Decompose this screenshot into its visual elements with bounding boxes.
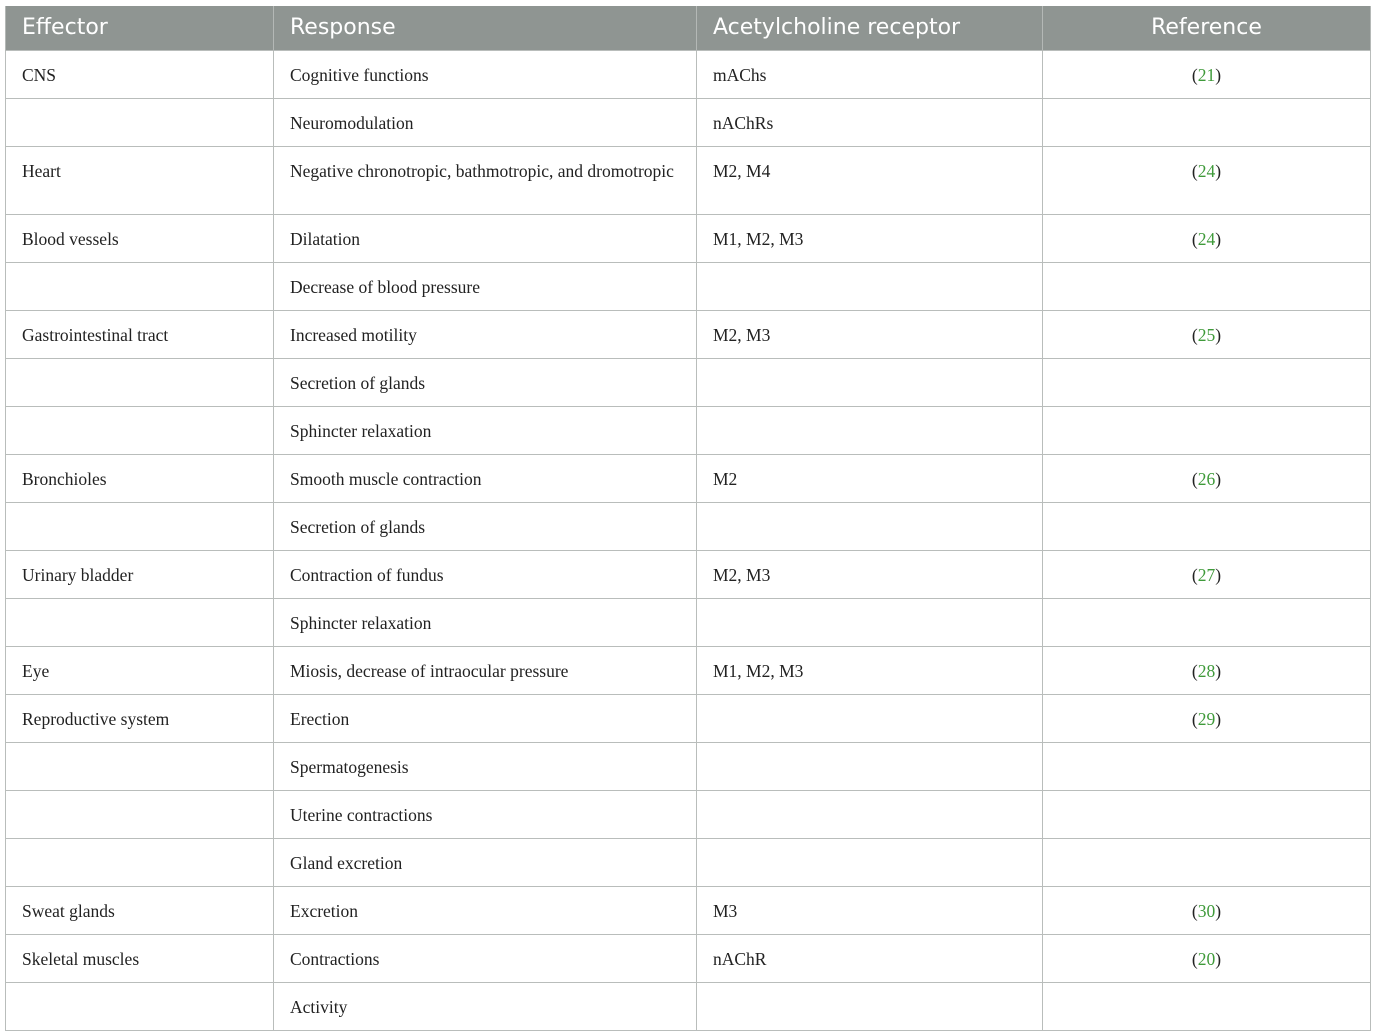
response-cell-text: Smooth muscle contraction [290,468,482,489]
receptor-cell-text: M3 [713,900,738,921]
response-cell [274,310,697,358]
receptor-cell [697,790,1043,838]
effector-cell [6,934,274,982]
response-cell-text: Sphincter relaxation [290,612,432,633]
receptor-cell [697,214,1043,262]
reference-open-paren: ( [1191,900,1198,921]
header-row [6,6,1371,50]
reference-cell [1043,550,1371,598]
receptor-cell-text: M2, M4 [713,160,771,181]
header-effector: Effector [6,6,274,50]
receptor-cell [697,502,1043,550]
reference-open-paren: ( [1191,564,1198,585]
effector-cell-text: Blood vessels [22,228,119,249]
receptor-cell [697,358,1043,406]
effector-cell [6,550,274,598]
table-row [6,838,1371,886]
response-cell [274,146,697,214]
table-row [6,550,1371,598]
response-cell [274,598,697,646]
effector-cell-text: Heart [22,160,61,181]
response-cell [274,982,697,1030]
reference-cell [1043,742,1371,790]
table-row [6,646,1371,694]
effector-cell [6,646,274,694]
table-row [6,262,1371,310]
response-cell-text: Negative chronotropic, bathmotropic, and dromotropic [290,160,674,181]
reference-cell [1043,454,1371,502]
response-cell-text: Dilatation [290,228,360,249]
effector-cell-text: Skeletal muscles [22,948,140,969]
response-cell-text: Gland excretion [290,852,403,873]
table-row [6,886,1371,934]
effector-response-table [5,6,1371,1031]
receptor-cell [697,694,1043,742]
receptor-cell-text: M1, M2, M3 [713,228,804,249]
reference-open-paren: ( [1191,64,1198,85]
effector-cell [6,98,274,146]
response-cell [274,646,697,694]
reference-citation-link[interactable]: 25 [1197,324,1216,345]
table-row [6,694,1371,742]
response-cell-text: Erection [290,708,350,729]
receptor-cell [697,550,1043,598]
reference-close-paren: ) [1215,228,1222,249]
table-row [6,982,1371,1030]
receptor-cell [697,742,1043,790]
effector-cell [6,50,274,98]
table-row [6,790,1371,838]
reference-cell [1043,934,1371,982]
response-cell [274,838,697,886]
response-cell [274,98,697,146]
effector-cell [6,502,274,550]
effector-cell [6,742,274,790]
receptor-cell [697,934,1043,982]
response-cell [274,934,697,982]
reference-close-paren: ) [1215,160,1222,181]
response-cell [274,502,697,550]
response-cell [274,550,697,598]
table-header [6,6,1371,50]
header-reference: Reference [1043,6,1371,50]
receptor-cell-text: nAChRs [713,112,774,133]
reference-cell [1043,146,1371,214]
reference-cell [1043,982,1371,1030]
response-cell-text: Contraction of fundus [290,564,444,585]
reference-open-paren: ( [1191,468,1198,489]
table-body [6,50,1371,1030]
reference-cell [1043,214,1371,262]
reference-citation-link[interactable]: 24 [1197,160,1216,181]
response-cell [274,694,697,742]
effector-cell-text: Reproductive system [22,708,170,729]
response-cell [274,358,697,406]
reference-cell [1043,598,1371,646]
reference-cell [1043,646,1371,694]
response-cell [274,406,697,454]
response-cell-text: Increased motility [290,324,417,345]
receptor-cell [697,838,1043,886]
reference-cell [1043,790,1371,838]
response-cell-text: Activity [290,996,348,1017]
reference-cell [1043,50,1371,98]
receptor-cell [697,886,1043,934]
reference-citation-link[interactable]: 21 [1197,64,1216,85]
reference-citation-link[interactable]: 30 [1197,900,1216,921]
response-cell-text: Secretion of glands [290,516,426,537]
reference-citation-link[interactable]: 26 [1197,468,1216,489]
response-cell-text: Neuromodulation [290,112,414,133]
table-row [6,310,1371,358]
reference-citation-link[interactable]: 20 [1197,948,1216,969]
reference-open-paren: ( [1191,660,1198,681]
effector-table-container [5,6,1370,1031]
response-cell-text: Contractions [290,948,380,969]
reference-open-paren: ( [1191,708,1198,729]
receptor-cell [697,598,1043,646]
reference-cell [1043,694,1371,742]
reference-close-paren: ) [1215,324,1222,345]
table-row [6,742,1371,790]
response-cell-text: Secretion of glands [290,372,426,393]
receptor-cell-text: nAChR [713,948,767,969]
response-cell-text: Excretion [290,900,359,921]
effector-cell [6,982,274,1030]
effector-cell [6,598,274,646]
reference-close-paren: ) [1215,948,1222,969]
reference-close-paren: ) [1215,900,1222,921]
effector-cell [6,214,274,262]
header-response: Response [274,6,697,50]
table-row [6,214,1371,262]
table-row [6,454,1371,502]
receptor-cell [697,146,1043,214]
reference-citation-link[interactable]: 24 [1197,228,1216,249]
header-acetylcholine-receptor: Acetylcholine receptor [697,6,1043,50]
reference-cell [1043,358,1371,406]
reference-open-paren: ( [1191,228,1198,249]
effector-cell [6,358,274,406]
response-cell [274,886,697,934]
response-cell-text: Cognitive functions [290,64,429,85]
reference-citation-link[interactable]: 27 [1197,564,1216,585]
reference-cell [1043,262,1371,310]
effector-cell [6,838,274,886]
response-cell [274,454,697,502]
reference-close-paren: ) [1215,564,1222,585]
table-row [6,98,1371,146]
effector-cell [6,790,274,838]
reference-open-paren: ( [1191,948,1198,969]
response-cell [274,742,697,790]
reference-cell [1043,502,1371,550]
effector-cell [6,146,274,214]
receptor-cell [697,310,1043,358]
receptor-cell [697,98,1043,146]
receptor-cell-text: M1, M2, M3 [713,660,804,681]
reference-cell [1043,838,1371,886]
effector-cell [6,886,274,934]
receptor-cell [697,646,1043,694]
reference-citation-link[interactable]: 28 [1197,660,1216,681]
response-cell-text: Miosis, decrease of intraocular pressure [290,660,569,681]
effector-cell [6,262,274,310]
response-cell [274,790,697,838]
reference-citation-link[interactable]: 29 [1197,708,1216,729]
table-row [6,50,1371,98]
receptor-cell-text: M2 [713,468,738,489]
effector-cell-text: Gastrointestinal tract [22,324,169,345]
table-row [6,502,1371,550]
effector-cell [6,406,274,454]
response-cell-text: Decrease of blood pressure [290,276,480,297]
response-cell [274,262,697,310]
receptor-cell [697,406,1043,454]
response-cell-text: Spermatogenesis [290,756,409,777]
receptor-cell [697,262,1043,310]
reference-open-paren: ( [1191,160,1198,181]
effector-cell-text: Eye [22,660,50,681]
table-row [6,406,1371,454]
receptor-cell [697,982,1043,1030]
receptor-cell-text: M2, M3 [713,324,771,345]
effector-cell [6,310,274,358]
response-cell [274,214,697,262]
response-cell-text: Uterine contractions [290,804,433,825]
receptor-cell-text: mAChs [713,64,767,85]
reference-close-paren: ) [1215,64,1222,85]
table-row [6,358,1371,406]
reference-cell [1043,886,1371,934]
reference-cell [1043,406,1371,454]
effector-cell-text: Sweat glands [22,900,115,921]
receptor-cell [697,454,1043,502]
table-row [6,146,1371,214]
effector-cell [6,454,274,502]
effector-cell-text: CNS [22,64,57,85]
reference-close-paren: ) [1215,468,1222,489]
response-cell-text: Sphincter relaxation [290,420,432,441]
reference-cell [1043,310,1371,358]
reference-cell [1043,98,1371,146]
table-row [6,934,1371,982]
receptor-cell-text: M2, M3 [713,564,771,585]
table-row [6,598,1371,646]
response-cell [274,50,697,98]
effector-cell [6,694,274,742]
reference-close-paren: ) [1215,708,1222,729]
reference-open-paren: ( [1191,324,1198,345]
receptor-cell [697,50,1043,98]
reference-close-paren: ) [1215,660,1222,681]
effector-cell-text: Bronchioles [22,468,107,489]
effector-cell-text: Urinary bladder [22,564,134,585]
